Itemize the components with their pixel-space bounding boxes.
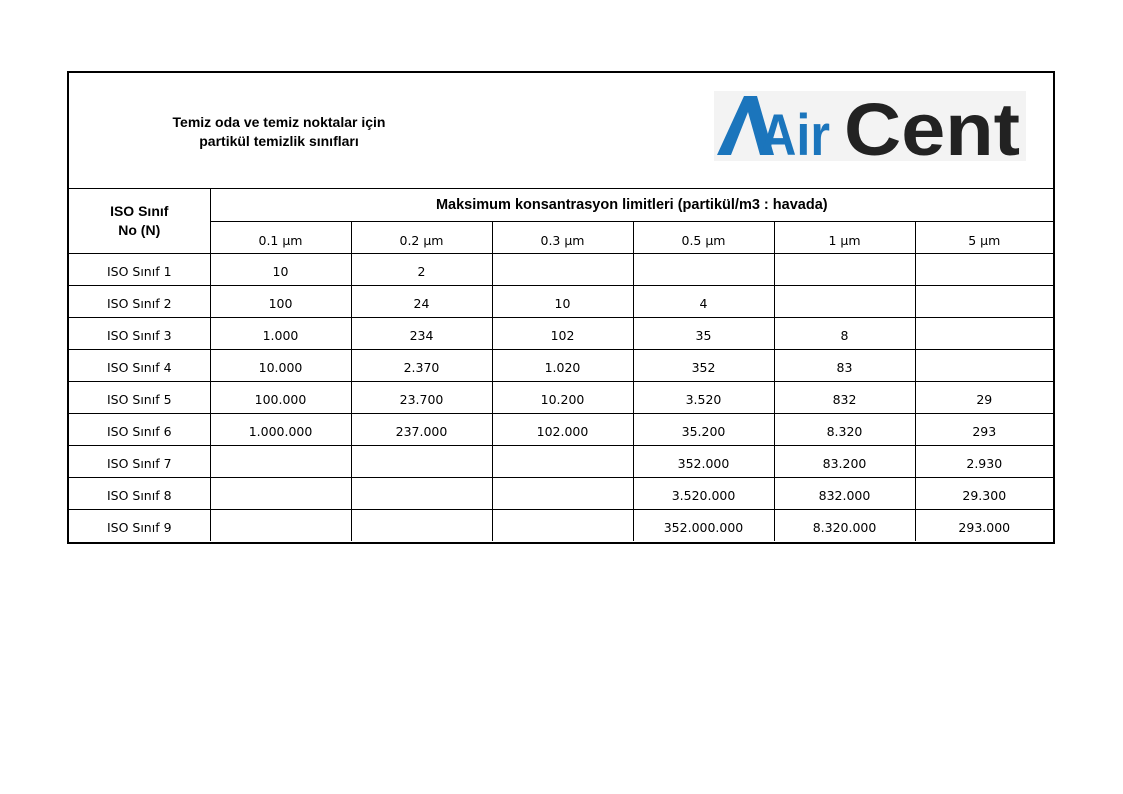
table-row [69, 285, 1053, 317]
aircent-logo [714, 91, 1026, 161]
table-cell: 1.000 [210, 317, 351, 349]
size-header: 0.3 µm [492, 221, 633, 253]
table-cell: 832 [774, 381, 915, 413]
table-cell: 10.200 [492, 381, 633, 413]
table-cell: 832.000 [774, 477, 915, 509]
document-title [129, 113, 429, 151]
table-cell: 2.930 [915, 445, 1053, 477]
table-row [69, 445, 1053, 477]
table-cell: 10.000 [210, 349, 351, 381]
table-cell: 237.000 [351, 413, 492, 445]
table-cell: 102.000 [492, 413, 633, 445]
table-cell: 352.000.000 [633, 509, 774, 541]
table-cell [633, 253, 774, 285]
table-cell [492, 253, 633, 285]
table-cell [774, 253, 915, 285]
class-label: ISO Sınıf 4 [69, 349, 210, 381]
table-row [69, 477, 1053, 509]
table-cell [915, 317, 1053, 349]
table-cell: 102 [492, 317, 633, 349]
size-header: 1 µm [774, 221, 915, 253]
table-row [69, 413, 1053, 445]
table-row [69, 253, 1053, 285]
table-cell [351, 477, 492, 509]
concentration-group-header: Maksimum konsantrasyon limitleri (partikül/m3 : havada) [210, 189, 1053, 221]
logo-text-cent: Cent [844, 91, 1020, 161]
table-cell: 352.000 [633, 445, 774, 477]
table-cell: 35 [633, 317, 774, 349]
class-label: ISO Sınıf 1 [69, 253, 210, 285]
size-header: 0.1 µm [210, 221, 351, 253]
table-cell: 8.320.000 [774, 509, 915, 541]
table-header-row [69, 189, 1053, 221]
table-cell [210, 477, 351, 509]
size-header: 0.5 µm [633, 221, 774, 253]
table-cell: 24 [351, 285, 492, 317]
particle-size-row [69, 221, 1053, 253]
table-cell: 100 [210, 285, 351, 317]
table-cell: 23.700 [351, 381, 492, 413]
table-cell: 293.000 [915, 509, 1053, 541]
class-label: ISO Sınıf 6 [69, 413, 210, 445]
table-cell: 8 [774, 317, 915, 349]
table-row [69, 349, 1053, 381]
table-cell [915, 349, 1053, 381]
document-title-line-2: partikül temizlik sınıfları [199, 133, 359, 149]
size-header: 0.2 µm [351, 221, 492, 253]
document-header [69, 73, 1053, 189]
table-row [69, 317, 1053, 349]
table-cell: 29 [915, 381, 1053, 413]
class-label: ISO Sınıf 8 [69, 477, 210, 509]
table-row [69, 381, 1053, 413]
class-column-header [69, 189, 210, 253]
class-header-line-1: ISO Sınıf [110, 202, 169, 219]
table-cell: 35.200 [633, 413, 774, 445]
table-cell: 293 [915, 413, 1053, 445]
document-sheet [67, 71, 1055, 544]
logo-text-air: Air [760, 103, 830, 161]
table-cell [774, 285, 915, 317]
table-cell [351, 509, 492, 541]
class-label: ISO Sınıf 3 [69, 317, 210, 349]
class-label: ISO Sınıf 2 [69, 285, 210, 317]
table-row [69, 509, 1053, 541]
table-cell: 8.320 [774, 413, 915, 445]
table-cell: 100.000 [210, 381, 351, 413]
table-cell: 3.520.000 [633, 477, 774, 509]
document-title-line-1: Temiz oda ve temiz noktalar için [172, 114, 386, 130]
table-cell [492, 445, 633, 477]
class-header-line-2: No (N) [118, 221, 161, 238]
table-cell: 83.200 [774, 445, 915, 477]
table-cell: 352 [633, 349, 774, 381]
class-label: ISO Sınıf 5 [69, 381, 210, 413]
table-cell [210, 445, 351, 477]
table-cell: 1.000.000 [210, 413, 351, 445]
table-cell: 10 [492, 285, 633, 317]
table-cell: 83 [774, 349, 915, 381]
table-cell [915, 285, 1053, 317]
class-label: ISO Sınıf 7 [69, 445, 210, 477]
aircent-logo-graphic [714, 91, 1026, 161]
table-cell: 29.300 [915, 477, 1053, 509]
table-cell [210, 509, 351, 541]
table-cell [492, 509, 633, 541]
class-label: ISO Sınıf 9 [69, 509, 210, 541]
table-cell: 10 [210, 253, 351, 285]
size-header: 5 µm [915, 221, 1053, 253]
table-cell: 3.520 [633, 381, 774, 413]
table-cell [492, 477, 633, 509]
table-cell [351, 445, 492, 477]
table-cell: 2 [351, 253, 492, 285]
table-cell [915, 253, 1053, 285]
iso-class-table [69, 189, 1053, 541]
table-cell: 1.020 [492, 349, 633, 381]
table-cell: 2.370 [351, 349, 492, 381]
table-cell: 234 [351, 317, 492, 349]
table-cell: 4 [633, 285, 774, 317]
